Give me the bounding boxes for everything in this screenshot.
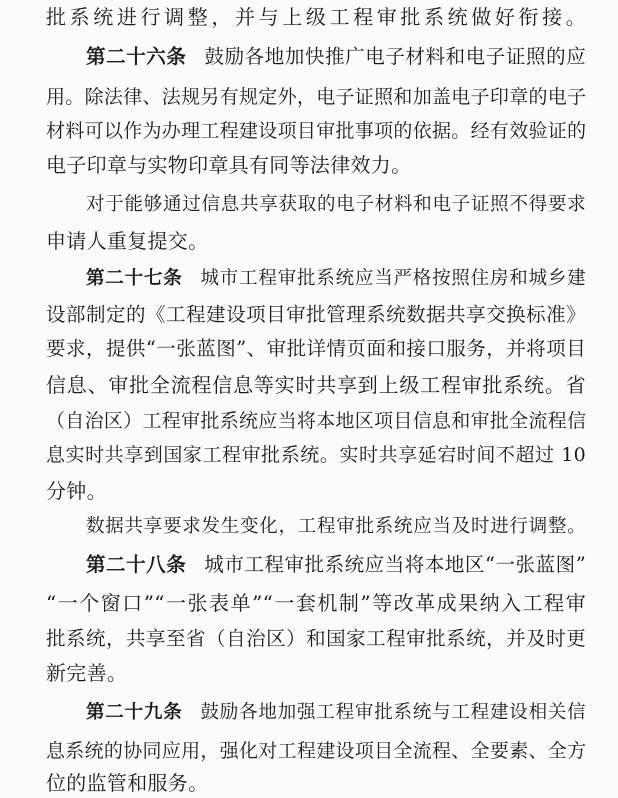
- line-text: （自治区）工程审批系统应当将本地区项目信息和审批全流程信: [46, 410, 587, 432]
- text-line: [46, 476, 586, 506]
- line-text: 申请人重复提交。: [46, 229, 209, 253]
- article-28-heading-line: [86, 550, 586, 580]
- line-text: 材料可以作为办理工程建设项目审批事项的依据。经有效验证的: [46, 120, 587, 142]
- text-line: [46, 2, 586, 32]
- line-text: 要求，提供“一张蓝图”、审批详情页面和接口服务，并将项目: [46, 337, 586, 360]
- article-27-heading-line: [86, 264, 586, 294]
- article-number: 第二十七条: [86, 268, 183, 289]
- line-text: 信息、审批全流程信息等实时共享到上级工程审批系统。省: [46, 373, 586, 397]
- text-line: [46, 588, 586, 618]
- line-text: 分钟。: [46, 479, 107, 503]
- text-line: [46, 736, 586, 766]
- text-line: [46, 370, 586, 400]
- text-line: [46, 150, 586, 180]
- article-29-heading-line: [86, 698, 586, 728]
- text-line: [46, 300, 586, 330]
- text-line: [46, 82, 586, 112]
- text-line: [46, 406, 586, 436]
- line-text: 批系统，共享至省（自治区）和国家工程审批系统，并及时更: [46, 627, 586, 650]
- article-number: 第二十八条: [86, 553, 187, 576]
- line-text: 鼓励各地加强工程审批系统与工程建设相关信: [200, 702, 586, 723]
- line-text: 数据共享要求发生变化，工程审批系统应当及时进行调整。: [86, 516, 586, 537]
- line-text: 批系统进行调整，并与上级工程审批系统做好衔接。: [46, 5, 586, 29]
- article-26-heading-line: [86, 42, 586, 72]
- line-text: “一个窗口”“一张表单”“一套机制”等改革成果纳入工程审: [46, 591, 586, 615]
- line-text: 城市工程审批系统应当将本地区“一张蓝图”: [204, 553, 586, 576]
- line-text: 新完善。: [46, 661, 128, 685]
- line-text: 城市工程审批系统应当严格按照住房和城乡建: [200, 268, 586, 289]
- line-text: 息实时共享到国家工程审批系统。实时共享延宕时间不超过 10: [46, 444, 586, 466]
- text-line: [86, 190, 586, 220]
- text-line: [46, 440, 586, 470]
- line-text: 用。除法律、法规另有规定外，电子证照和加盖电子印章的电子: [46, 86, 587, 108]
- line-text: 电子印章与实物印章具有同等法律效力。: [46, 153, 412, 177]
- line-text: 对于能够通过信息共享获取的电子材料和电子证照不得要求: [86, 194, 586, 215]
- text-line: [46, 334, 586, 364]
- article-number: 第二十六条: [86, 45, 187, 68]
- article-number: 第二十九条: [86, 702, 183, 723]
- text-line: [46, 768, 586, 798]
- text-line: [46, 658, 586, 688]
- text-line: [46, 116, 586, 146]
- line-text: 息系统的协同应用，强化对工程建设项目全流程、全要素、全方: [46, 740, 587, 762]
- text-line: [46, 624, 586, 654]
- line-text: 鼓励各地加快推广电子材料和电子证照的应: [204, 45, 586, 68]
- text-line: [46, 226, 586, 256]
- line-text: 位的监管和服务。: [46, 771, 209, 795]
- line-text: 设部制定的《工程建设项目审批管理系统数据共享交换标准》: [46, 303, 586, 326]
- text-line: [86, 512, 586, 542]
